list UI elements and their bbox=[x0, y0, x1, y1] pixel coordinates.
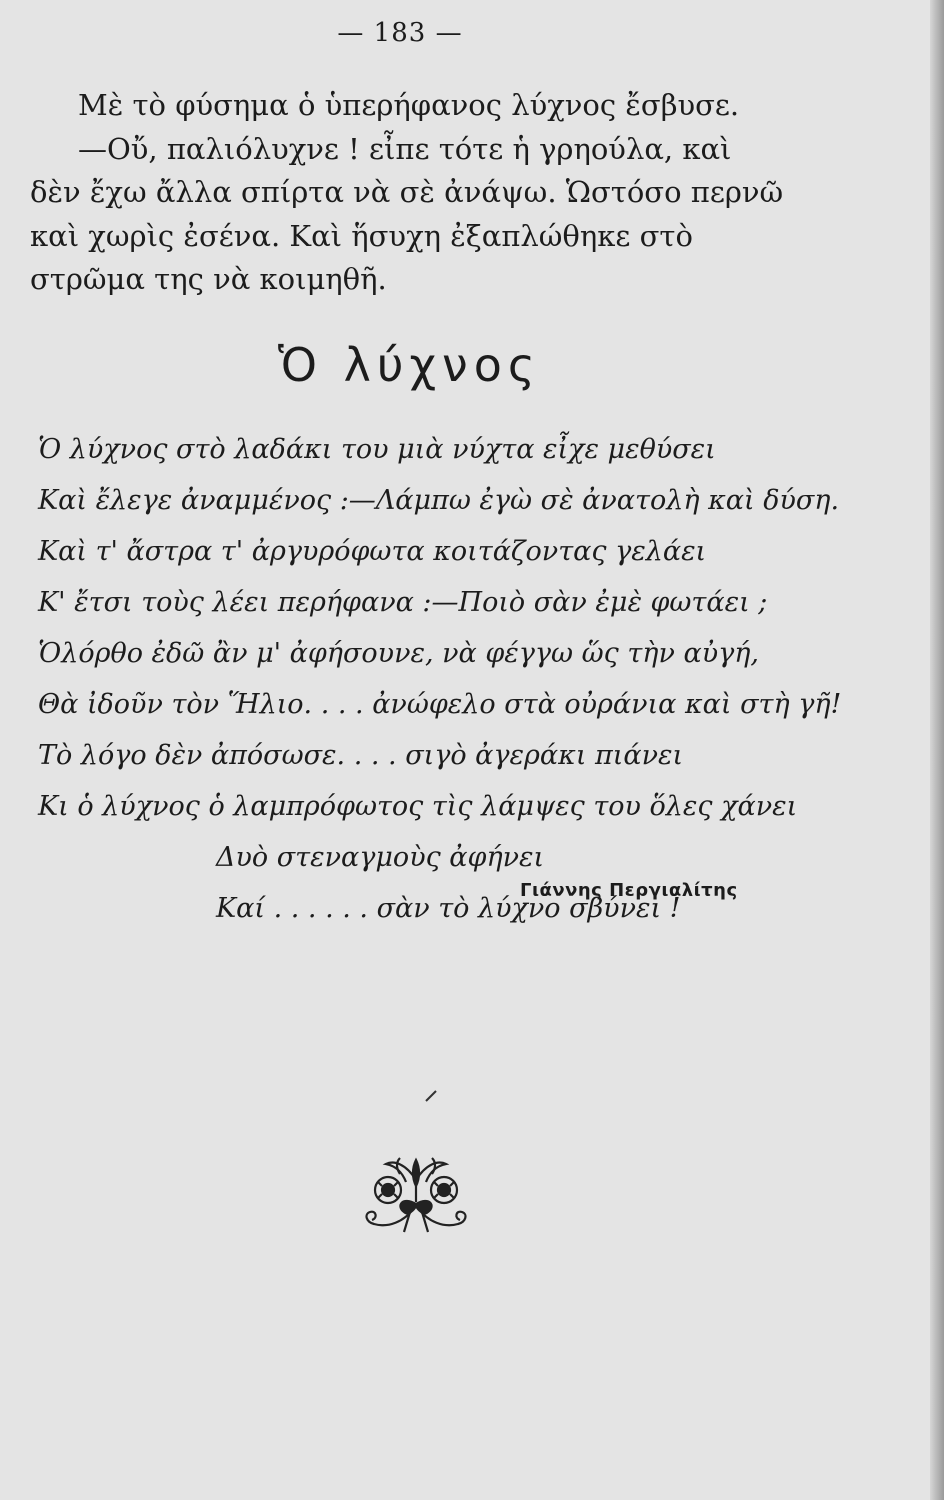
poem-author: Γιάννης Περγιαλίτης bbox=[520, 880, 738, 901]
poem-line-4: Κ' ἔτσι τοὺς λέει περήφανα :—Ποιὸ σὰν ἐμὲ φωτάει ; bbox=[38, 587, 768, 618]
poem-line-6: Θὰ ἰδοῦν τὸν Ἥλιο. . . . ἀνώφελο στὰ οὐράνια καὶ στὴ γῆ! bbox=[38, 689, 842, 720]
poem-line-5: Ὁλόρθο ἐδῶ ἂν μ' ἀφήσουνε, νὰ φέγγω ὥς τὴν αὐγή, bbox=[38, 638, 760, 669]
poem-line-1: Ὁ λύχνος στὸ λαδάκι του μιὰ νύχτα εἶχε μεθύσει bbox=[38, 434, 716, 465]
poem-line-7: Τὸ λόγο δὲν ἀπόσωσε. . . . σιγὸ ἀγεράκι πιάνει bbox=[38, 740, 684, 771]
poem-body bbox=[38, 424, 842, 934]
prose-paragraph-2: —Οὔ, παλιόλυχνε ! εἶπε τότε ἡ γρηούλα, καὶ δὲν ἔχω ἄλλα σπίρτα νὰ σὲ ἀνάψω. Ὡστόσο περνῶ καὶ χωρὶς ἐσένα. Καὶ ἥσυχη ἐξαπλώθηκε στὸ στρῶμα της νὰ κοιμηθῆ. bbox=[30, 131, 784, 296]
poem-line-9: Δυὸ στεναγμοὺς ἀφήνει bbox=[216, 842, 545, 873]
page-edge bbox=[930, 0, 944, 1500]
poem-line-3: Καὶ τ' ἄστρα τ' ἀργυρόφωτα κοιτάζοντας γελάει bbox=[38, 536, 707, 567]
prose-paragraph-1: Μὲ τὸ φύσημα ὁ ὑπερήφανος λύχνος ἔσβυσε. bbox=[78, 88, 740, 122]
page-number: — 183 — bbox=[337, 18, 463, 48]
floral-ornament-icon bbox=[356, 1150, 476, 1234]
poem-line-2: Καὶ ἔλεγε ἀναμμένος :—Λάμπω ἐγὼ σὲ ἀνατολὴ καὶ δύση. bbox=[38, 485, 840, 516]
poem-line-10: Καί . . . . . . σὰν τὸ λύχνο σβύνει ! bbox=[216, 893, 681, 924]
stray-ink-mark bbox=[422, 1085, 442, 1105]
prose-text bbox=[30, 84, 790, 302]
poem-line-8: Κι ὁ λύχνος ὁ λαμπρόφωτος τὶς λάμψες του ὅλες χάνει bbox=[38, 791, 798, 822]
poem-title: Ὁ λύχνος bbox=[278, 338, 541, 392]
